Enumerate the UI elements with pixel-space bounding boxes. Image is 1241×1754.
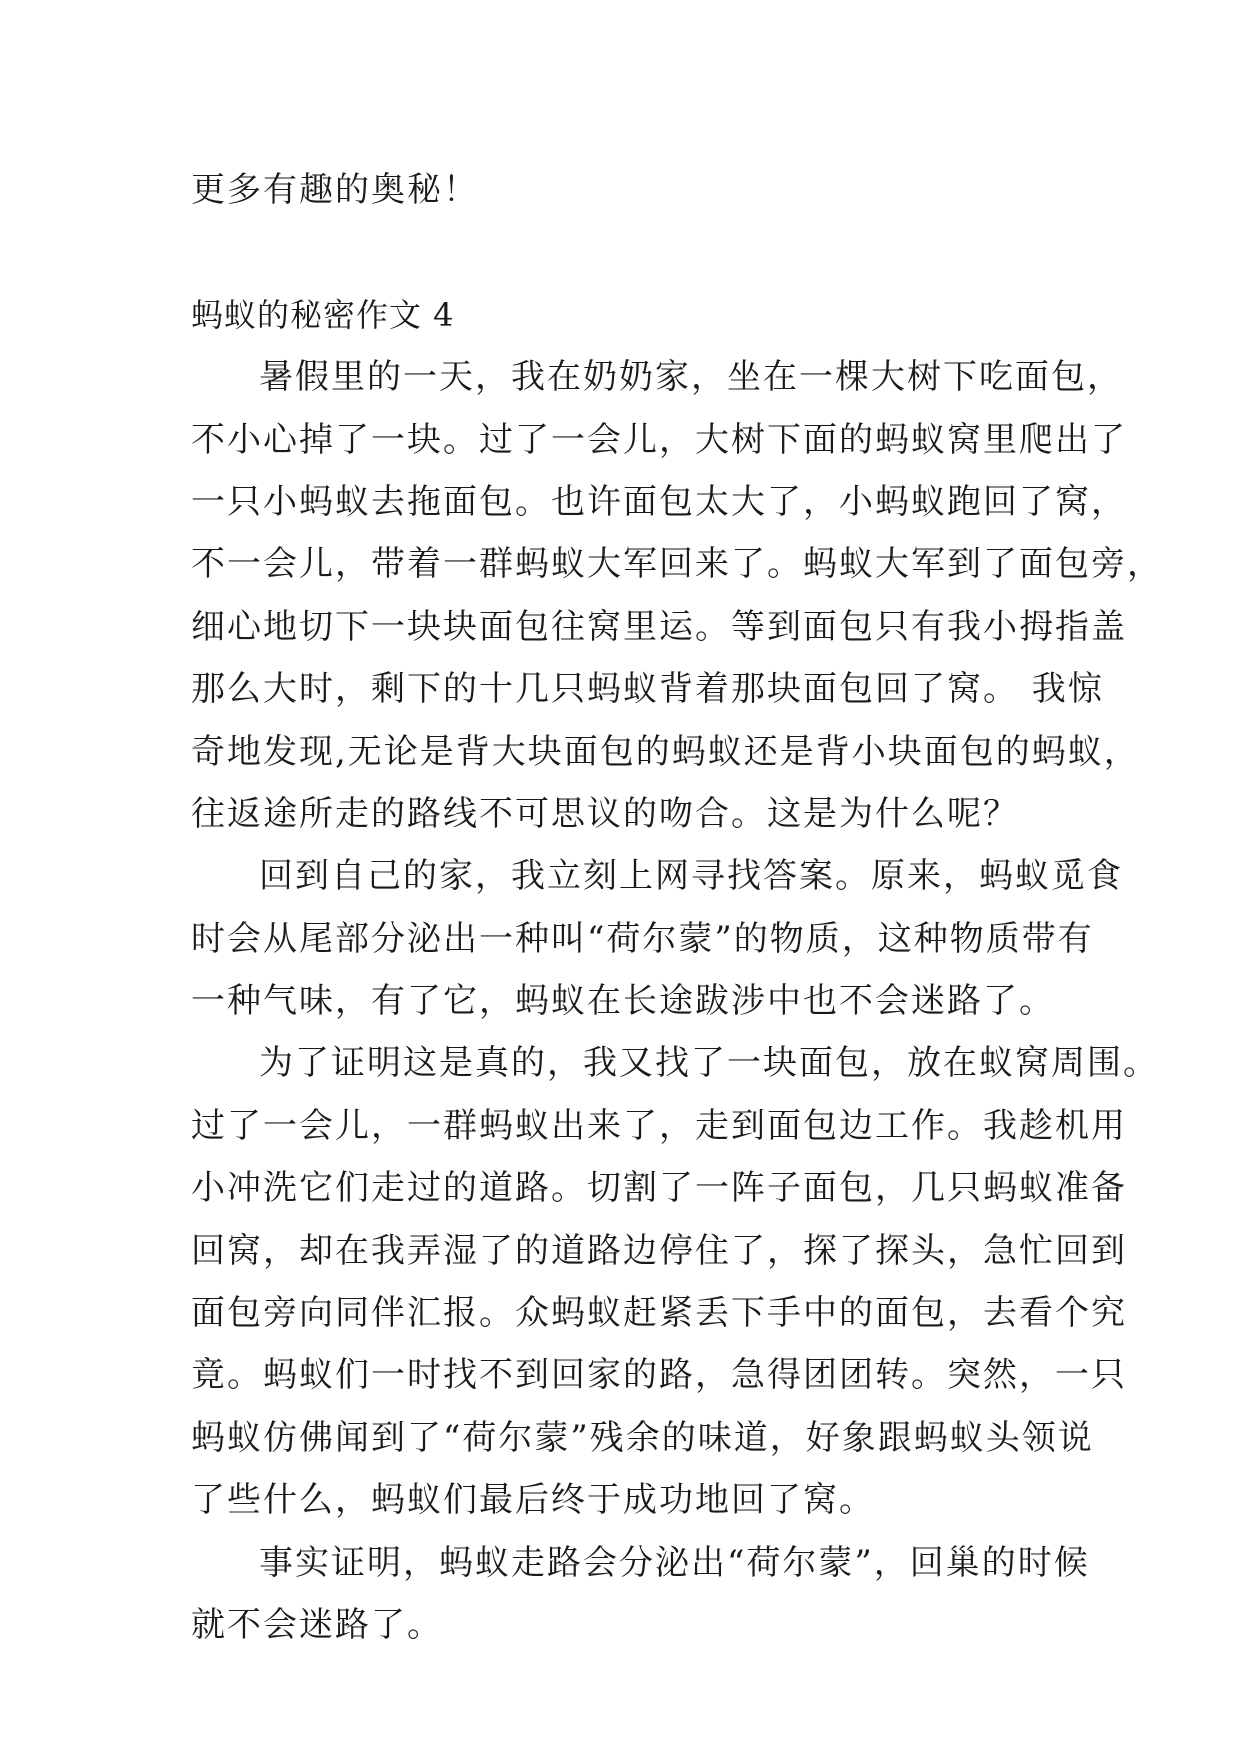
paragraph-line: 暑假里的一天，我在奶奶家，坐在一棵大树下吃面包， — [259, 357, 1123, 398]
paragraph-2 — [191, 845, 1123, 1032]
paragraph-1 — [191, 346, 1163, 845]
paragraph-line: 回窝，却在我弄湿了的道路边停住了，探了探头，急忙回到 — [191, 1230, 1127, 1271]
paragraph-line: 往返途所走的路线不可思议的吻合。这是为什么呢？ — [191, 793, 1019, 834]
paragraph-line: 不小心掉了一块。过了一会儿，大树下面的蚂蚁窝里爬出了 — [191, 419, 1127, 460]
paragraph-line: 为了证明这是真的，我又找了一块面包，放在蚁窝周围。 — [259, 1043, 1159, 1084]
document-body — [191, 159, 1163, 1656]
previous-essay-ending: 更多有趣的奥秘！ — [191, 170, 479, 210]
paragraph-line: 一只小蚂蚁去拖面包。也许面包太大了，小蚂蚁跑回了窝， — [191, 481, 1127, 522]
paragraph-line: 小冲洗它们走过的道路。切割了一阵子面包，几只蚂蚁准备 — [191, 1168, 1127, 1209]
paragraph-gap — [191, 221, 1061, 283]
paragraph-line: 一种气味，有了它，蚂蚁在长途跋涉中也不会迷路了。 — [191, 981, 1055, 1022]
paragraph-line: 回到自己的家，我立刻上网寻找答案。原来，蚂蚁觅食 — [259, 856, 1123, 897]
paragraph-3 — [191, 1032, 1159, 1531]
paragraph-line: 时会从尾部分泌出一种叫“荷尔蒙”的物质，这种物质带有 — [191, 918, 1094, 959]
essay-title: 蚂蚁的秘密作文 4 — [191, 295, 455, 334]
paragraph-line: 面包旁向同伴汇报。众蚂蚁赶紧丢下手中的面包，去看个究 — [191, 1293, 1127, 1334]
paragraph-line: 不一会儿，带着一群蚂蚁大军回来了。蚂蚁大军到了面包旁， — [191, 544, 1163, 585]
paragraph-line: 奇地发现,无论是背大块面包的蚂蚁还是背小块面包的蚂蚁， — [191, 731, 1140, 772]
paragraph-line: 了些什么，蚂蚁们最后终于成功地回了窝。 — [191, 1480, 875, 1521]
paragraph-line: 竟。蚂蚁们一时找不到回家的路，急得团团转。突然，一只 — [191, 1355, 1127, 1396]
paragraph-line: 过了一会儿，一群蚂蚁出来了，走到面包边工作。我趁机用 — [191, 1105, 1127, 1146]
paragraph-4 — [191, 1532, 1090, 1657]
paragraph-line: 就不会迷路了。 — [191, 1604, 443, 1645]
paragraph-line: 那么大时，剩下的十几只蚂蚁背着那块面包回了窝。 我惊 — [191, 669, 1104, 710]
paragraph-line: 蚂蚁仿佛闻到了“荷尔蒙”残余的味道，好象跟蚂蚁头领说 — [191, 1417, 1094, 1458]
paragraph-line: 事实证明，蚂蚁走路会分泌出“荷尔蒙”，回巢的时候 — [259, 1542, 1090, 1583]
paragraph-line: 细心地切下一块块面包往窝里运。等到面包只有我小拇指盖 — [191, 606, 1127, 647]
